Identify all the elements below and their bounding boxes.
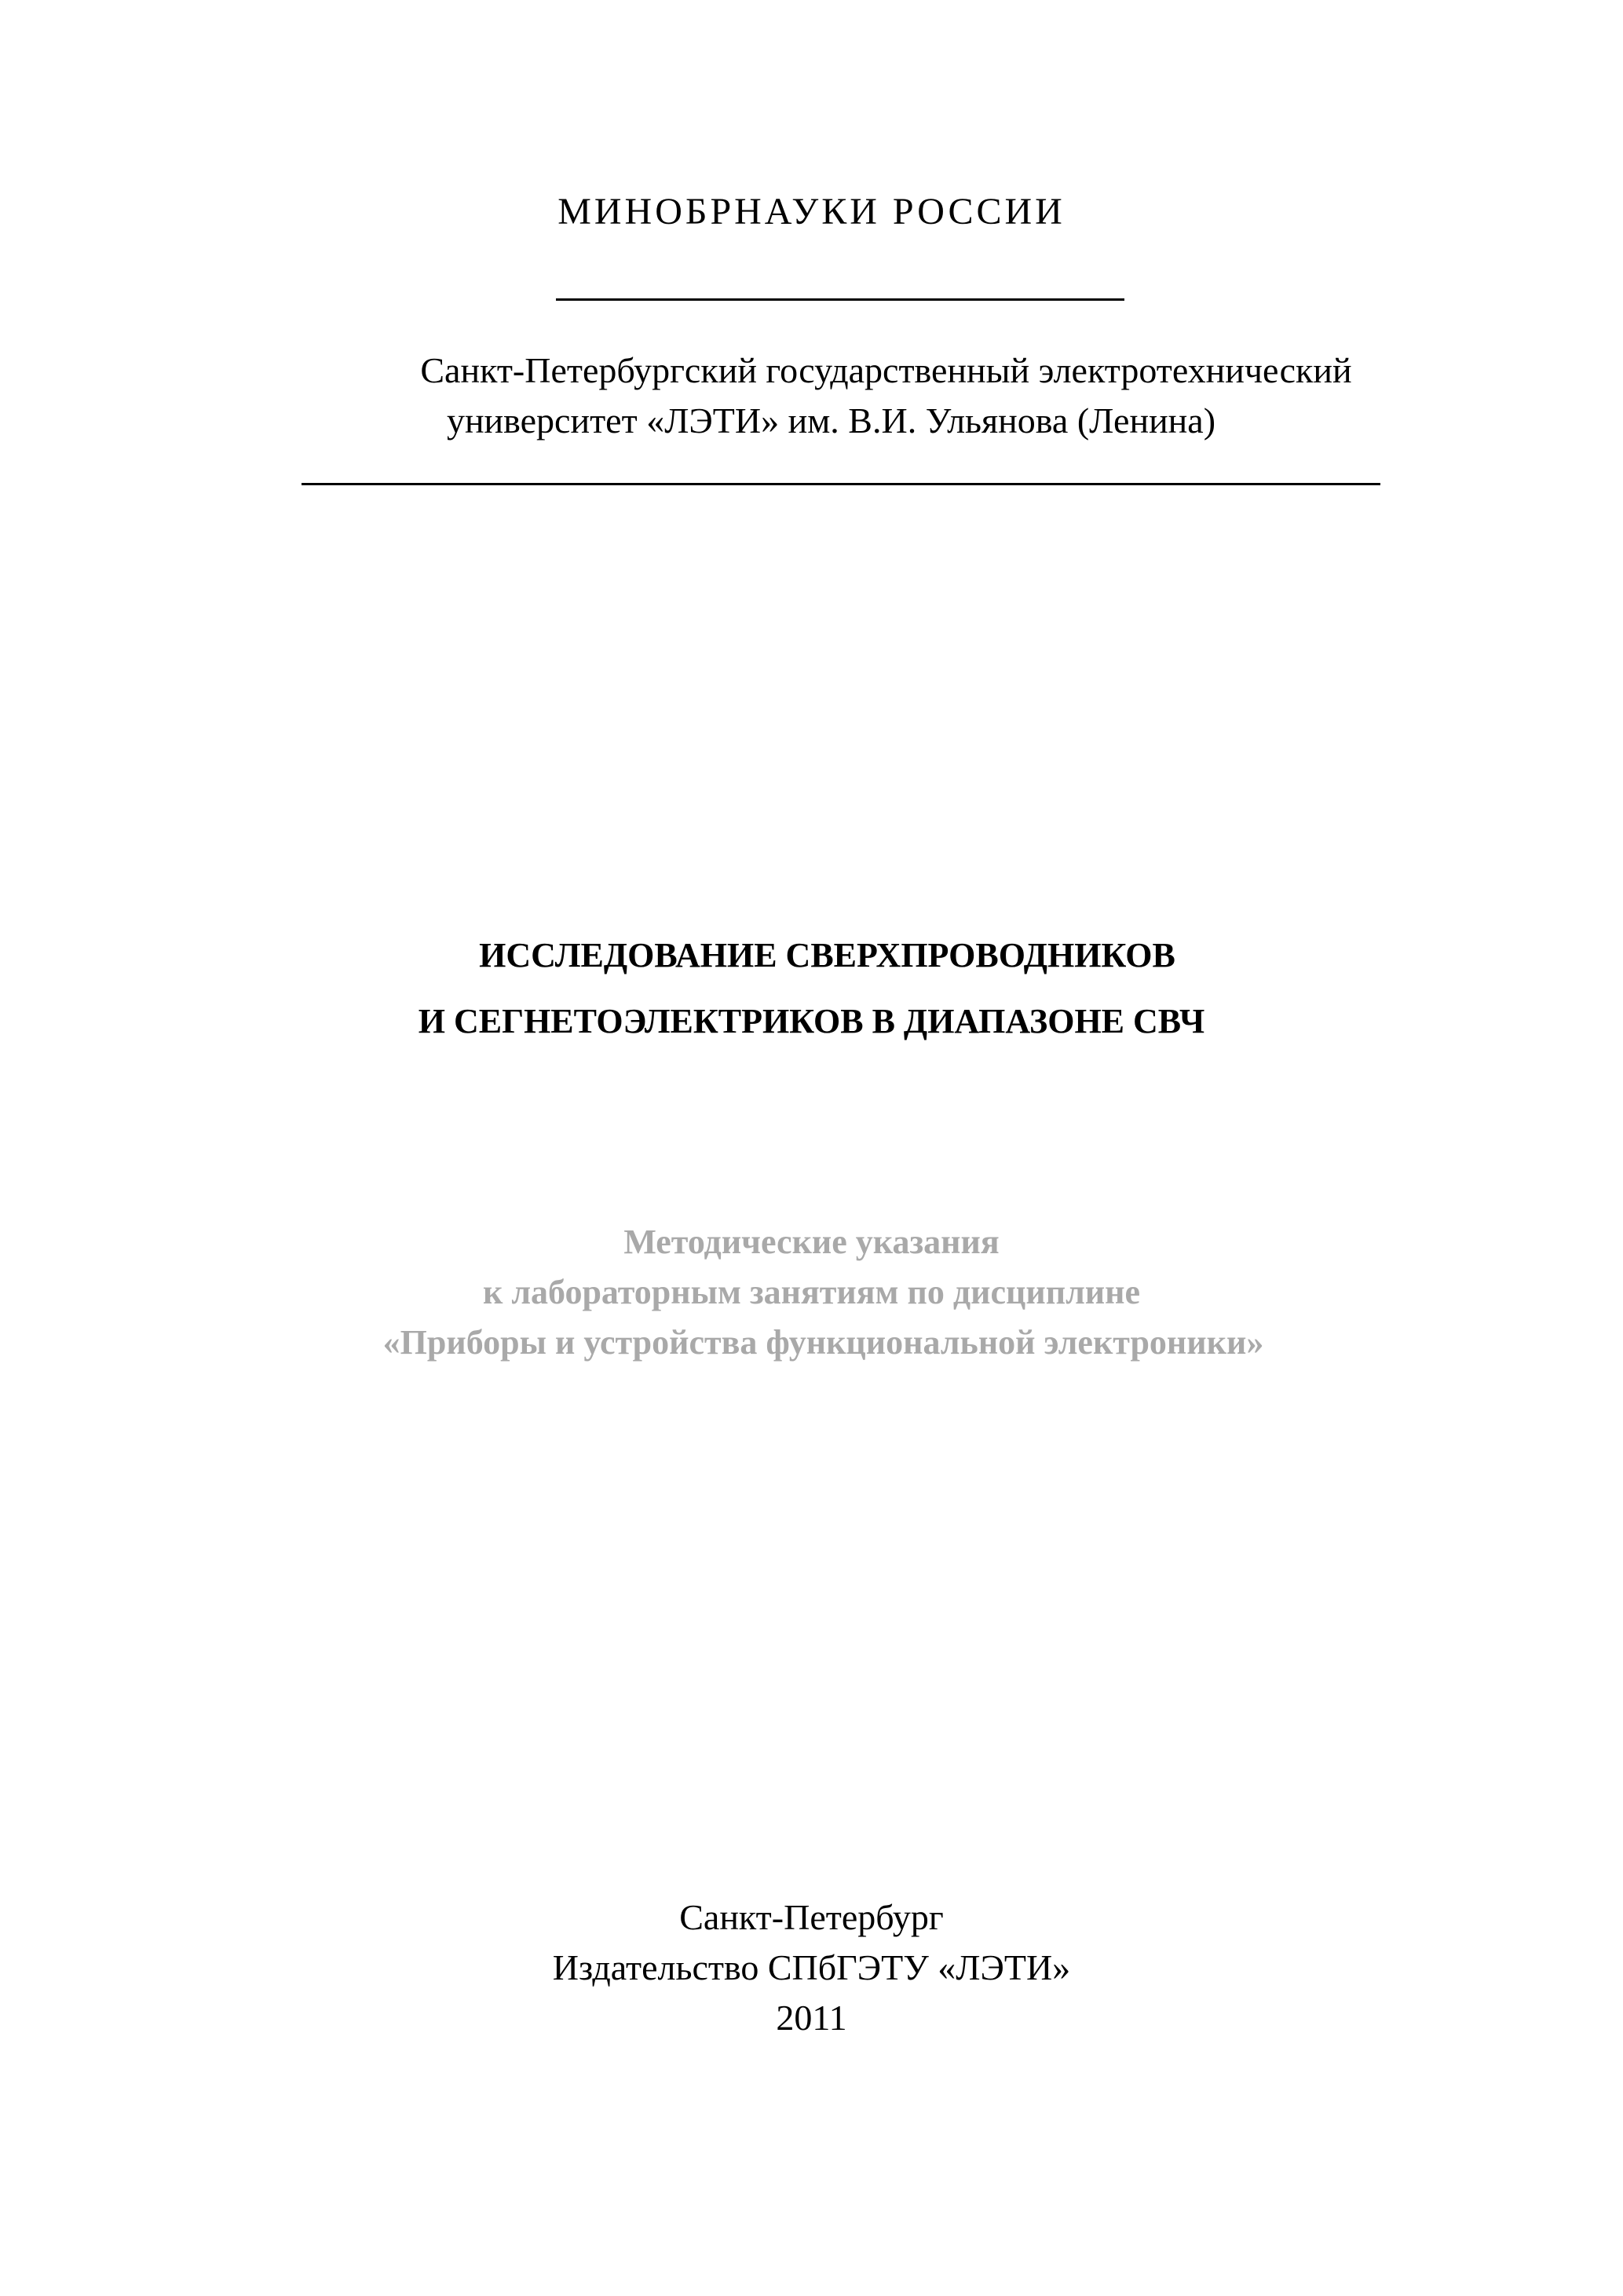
imprint-publisher: Издательство СПбГЭТУ «ЛЭТИ» [552,1947,1071,1987]
imprint [0,1892,1623,2043]
header-divider-long [302,483,1380,485]
ministry-name: МИНОБРНАУКИ РОССИИ [557,191,1066,232]
header-divider-short [556,298,1124,301]
document-subtitle-line-3: «Приборы и устройства функциональной электроники» [382,1323,1264,1362]
document-title-line-1: ИССЛЕДОВАНИЕ СВЕРХПРОВОДНИКОВ [479,936,1175,974]
university-name [0,345,1623,446]
university-name-line-2: университет «ЛЭТИ» им. В.И. Ульянова (Ленина) [446,400,1216,441]
imprint-year: 2011 [776,1998,847,2038]
document-title [0,923,1623,1055]
document-subtitle-line-1: Методические указания [623,1223,1000,1261]
document-title-line-2: И СЕГНЕТОЭЛЕКТРИКОВ В ДИАПАЗОНЕ СВЧ [418,1002,1205,1040]
document-subtitle-line-2: к лабораторным занятиям по дисциплине [482,1273,1140,1311]
university-name-line-1: Санкт-Петербургский государственный электротехнический [420,350,1352,390]
imprint-city: Санкт-Петербург [679,1897,944,1937]
document-subtitle [0,1217,1623,1368]
